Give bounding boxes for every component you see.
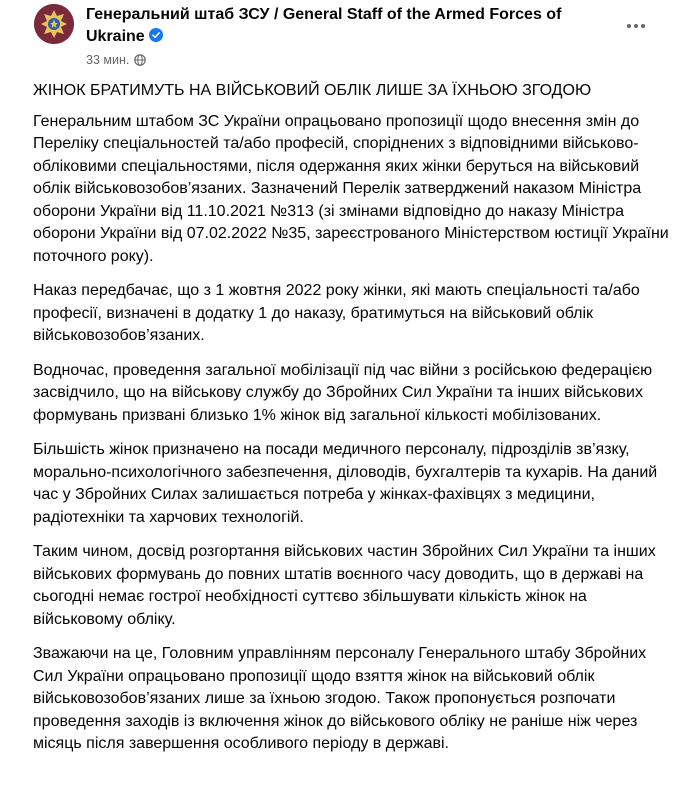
post-timestamp[interactable]: 33 мин. [86,53,130,67]
post-paragraph: Більшість жінок призначено на посади медичного персоналу, підрозділів зв’язку, морально-психологічного забезпечення, діловодів, бухгалтерів та кухарів. На даний час у Збройних Силах залишається потреба у жінках-фахівцях з медицини, радіотехніки та харчових технологій. [33,441,658,526]
post-meta [86,52,146,68]
post-text [33,80,673,768]
globe-icon[interactable] [134,54,146,66]
more-options-button[interactable] [620,10,652,42]
post-paragraph: Генеральним штабом ЗС України опрацьовано пропозиції щодо внесення змін до Переліку спеціальностей та/або професій, споріднених з відповідними військово-обліковими спеціальностями, після одержання яких жінки беруться на військовий облік військовозобов’язаних. Зазначений Перелік затверджений наказом Міністра оборони України від 11.10.2021 №313 (зі змінами відповідно до наказу Міністра оборони України від 07.02.2022 №35, зареєстрованого Міністерством юстиції України поточного року). [33,112,669,265]
page-avatar[interactable] [34,4,74,44]
page-name-link[interactable] [86,4,606,48]
more-options-icon [627,24,631,28]
more-options-icon-dot [634,24,638,28]
post-paragraph: Водночас, проведення загальної мобілізації під час війни з російською федерацією засвідчило, що на військову службу до Збройних Сил України та інших військових формувань призвані близько 1% жінок від загальної кількості мобілізованих. [33,361,653,424]
post-headline: ЖІНОК БРАТИМУТЬ НА ВІЙСЬКОВИЙ ОБЛІК ЛИШЕ ЗА ЇХНЬОЮ ЗГОДОЮ [33,82,592,99]
more-options-icon-dot [641,24,645,28]
general-staff-emblem-icon [34,4,74,44]
post-paragraph: Наказ передбачає, що з 1 жовтня 2022 року жінки, які мають спеціальності та/або професії, визначені в додатку 1 до наказу, братимуться на військовий облік військовозобов’язаних. [33,282,640,344]
post-header [0,0,700,78]
post-paragraph: Зважаючи на це, Головним управлінням персоналу Генерального штабу Збройних Сил України опрацьовано пропозиції щодо взяття жінок на військовий облік військовозобов’язаних лише за їхньою згодою. Також пропонується розпочати проведення заходів із включення жінок до військового обліку не раніше ніж через місяць після завершення особливого періоду в державі. [33,645,647,752]
page-name[interactable]: Генеральний штаб ЗСУ / General Staff of the Armed Forces of Ukraine [86,6,562,45]
verified-badge-icon [149,28,163,42]
post-paragraph: Таким чином, досвід розгортання військових частин Збройних Сил України та інших військових формувань до повних штатів воєнного часу доводить, що в державі на сьогодні немає гострої необхідності суттєво збільшувати кількість жінок на військовому обліку. [33,543,656,628]
